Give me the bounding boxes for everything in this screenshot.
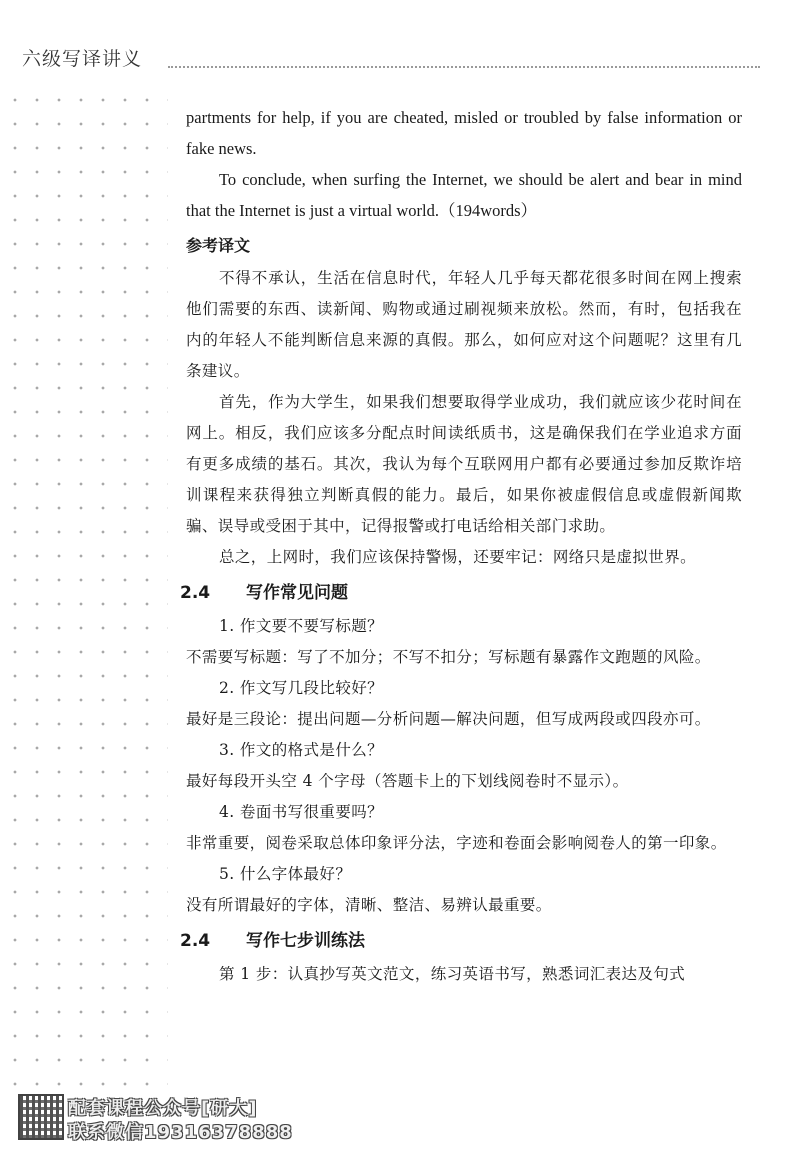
margin-dot-grid: [0, 88, 168, 1098]
question-3: 3. 作文的格式是什么？: [219, 741, 384, 759]
watermark: [18, 1090, 308, 1146]
page-header-title: 六级写译讲义: [22, 48, 143, 70]
watermark-line-1: 配套课程公众号[研大]: [68, 1098, 258, 1119]
translation-paragraph-3: 总之，上网时，我们应该保持警惕，还要牢记：网络只是虚拟世界。: [219, 548, 697, 566]
translation-paragraph-2: 首先，作为大学生，如果我们想要取得学业成功，我们就应该少花时间在网上。相反，我们应该多分配点时间读纸质书，这是确保我们在学业追求方面有更多成绩的基石。其次，我认为每个互联网用户都有必要通过参加反欺诈培训课程来获得独立判断真假的能力。最后，如果你被虚假信息或虚假新闻欺骗、误导或受困于其中，记得报警或打电话给相关部门求助。: [186, 393, 742, 535]
english-paragraph-conclusion: To conclude, when surfing the Internet, we should be alert and bear in mind that the Internet is just a virtual world.（194words）: [186, 170, 742, 220]
section-heading-seven-steps: [180, 925, 742, 957]
translation-paragraph-1: 不得不承认，生活在信息时代，年轻人几乎每天都花很多时间在网上搜索他们需要的东西、读新闻、购物或通过刷视频来放松。然而，有时，包括我在内的年轻人不能判断信息来源的真假。那么，如何应对这个问题呢？这里有几条建议。: [186, 269, 742, 380]
english-paragraph-continued: partments for help, if you are cheated, misled or troubled by false information or fake news.: [186, 108, 742, 158]
section-number: 2.4: [180, 931, 211, 951]
qr-code-icon: [18, 1094, 64, 1140]
question-2: 2. 作文写几段比较好？: [219, 679, 384, 697]
reference-translation-heading: 参考译文: [186, 236, 251, 255]
answer-5: 没有所谓最好的字体，清晰、整洁、易辨认最重要。: [186, 896, 552, 914]
page-content: [180, 102, 742, 990]
step-1-text: 第 1 步：认真抄写英文范文，练习英语书写，熟悉词汇表达及句式: [219, 965, 686, 983]
question-1: 1. 作文要不要写标题？: [219, 617, 384, 635]
question-5: 5. 什么字体最好？: [219, 865, 352, 883]
answer-4: 非常重要，阅卷采取总体印象评分法，字迹和卷面会影响阅卷人的第一印象。: [186, 834, 727, 852]
question-4: 4. 卷面书写很重要吗？: [219, 803, 384, 821]
section-title: 写作七步训练法: [246, 931, 365, 951]
section-heading-common-questions: [180, 577, 742, 609]
answer-2: 最好是三段论：提出问题—分析问题—解决问题，但写成两段或四段亦可。: [186, 710, 711, 728]
section-number: 2.4: [180, 583, 211, 603]
watermark-line-2: 联系微信19316378888: [68, 1122, 293, 1143]
section-title: 写作常见问题: [246, 583, 348, 603]
header-divider: [168, 66, 760, 68]
answer-3: 最好每段开头空 4 个字母（答题卡上的下划线阅卷时不显示）。: [186, 772, 629, 790]
answer-1: 不需要写标题：写了不加分；不写不扣分；写标题有暴露作文跑题的风险。: [186, 648, 711, 666]
